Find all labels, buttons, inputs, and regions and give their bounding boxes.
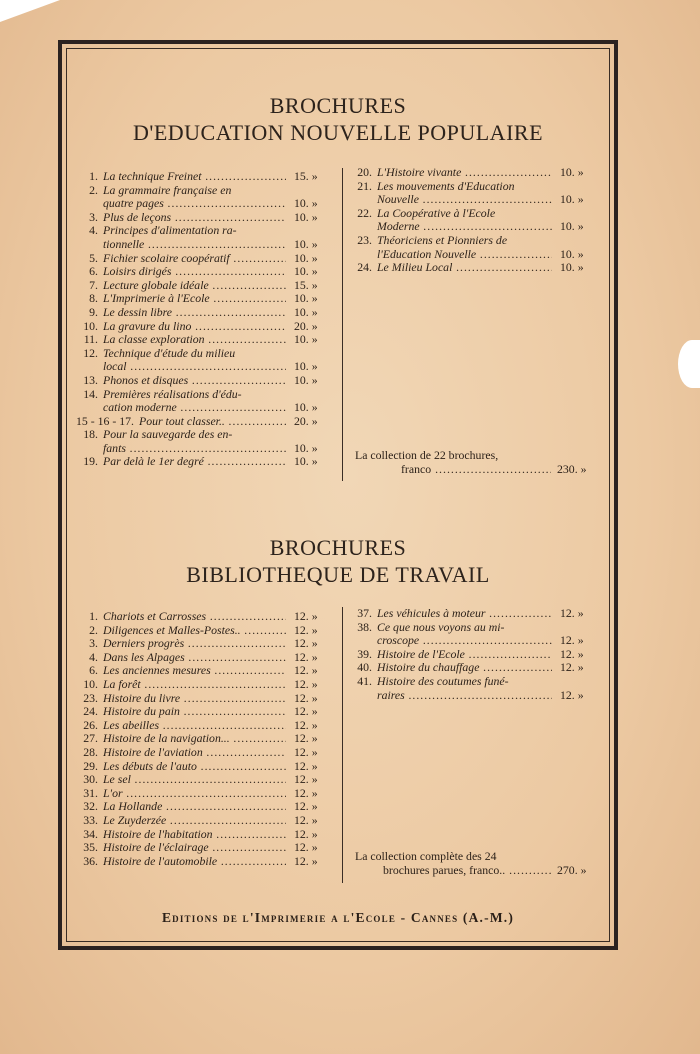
item-title: local ..... — [76, 360, 286, 374]
item-title: Histoire du livre ..... — [103, 692, 286, 706]
item-title: Ce que nous voyons au mi- — [377, 620, 505, 634]
list-item — [350, 675, 600, 689]
item-price: 12. » — [294, 649, 318, 664]
item-number: 2. — [89, 622, 98, 637]
item-price: 12. » — [294, 676, 318, 691]
item-number: 14. — [83, 386, 98, 401]
list-item — [76, 170, 334, 184]
item-price: 12. » — [294, 785, 318, 800]
item-price: 10. » — [294, 332, 318, 347]
list-item — [76, 428, 334, 442]
item-title: L'Histoire vivante ..... — [377, 166, 552, 180]
item-price: 10. » — [294, 440, 318, 455]
item-number: 3. — [89, 209, 98, 224]
list-item — [350, 661, 600, 675]
list-item — [350, 166, 600, 180]
item-number: 2. — [89, 182, 98, 197]
list-item — [350, 180, 600, 194]
item-title: Les abeilles ..... — [103, 719, 286, 733]
item-price: 12. » — [294, 840, 318, 855]
list-item — [76, 719, 334, 733]
item-number: 29. — [83, 758, 98, 773]
item-number: 34. — [83, 826, 98, 841]
item-title: Les mouvements d'Education — [377, 179, 515, 193]
item-price: 10. » — [294, 454, 318, 469]
list-item — [76, 800, 334, 814]
list-item — [76, 773, 334, 787]
item-number: 26. — [83, 717, 98, 732]
section2-right-column — [350, 607, 600, 702]
list-item — [76, 224, 334, 238]
item-price: 10. » — [560, 246, 584, 261]
section1-title-line1: BROCHURES — [269, 93, 407, 118]
item-title: cation moderne ..... — [76, 401, 286, 415]
list-item — [76, 347, 334, 361]
item-number: 20. — [357, 165, 372, 179]
item-price: 12. » — [294, 636, 318, 651]
list-item — [350, 648, 600, 662]
page-frame — [58, 40, 618, 950]
item-price: 10. » — [294, 304, 318, 319]
list-item — [76, 664, 334, 678]
item-title: Chariots et Carrosses ..... — [103, 610, 286, 624]
item-title: Plus de leçons ..... — [103, 211, 286, 225]
list-item — [76, 184, 334, 198]
item-number: 6. — [89, 264, 98, 279]
item-title: La grammaire française en — [103, 183, 232, 197]
item-price: 12. » — [294, 744, 318, 759]
list-item — [76, 265, 334, 279]
item-number: 30. — [83, 772, 98, 787]
item-number: 9. — [89, 304, 98, 319]
list-item — [76, 306, 334, 320]
list-item — [350, 207, 600, 221]
item-number: 8. — [89, 291, 98, 306]
item-title: Par delà le 1er degré ..... — [103, 455, 286, 469]
section2-column-divider — [342, 607, 343, 883]
item-price: 10. » — [294, 372, 318, 387]
item-title: L'Imprimerie à l'Ecole ..... — [103, 292, 286, 306]
list-item — [76, 732, 334, 746]
section2-total-line1: La collection complète des 24 — [355, 850, 497, 863]
list-item — [76, 292, 334, 306]
item-number: 24. — [83, 704, 98, 719]
section1-total-line2: franco ..... — [355, 463, 551, 477]
item-price: 12. » — [560, 646, 584, 661]
item-title: Histoire de la navigation... ..... — [103, 732, 286, 746]
item-number: 1. — [89, 169, 98, 183]
section1-total-line1: La collection de 22 brochures, — [355, 449, 499, 462]
item-number: 5. — [89, 250, 98, 265]
item-title: fants ..... — [76, 442, 286, 456]
item-number: 21. — [357, 178, 372, 193]
item-price: 12. » — [294, 812, 318, 827]
item-price: 10. » — [294, 359, 318, 374]
item-number: 31. — [83, 785, 98, 800]
item-title: Histoire de l'aviation ..... — [103, 746, 286, 760]
item-title: Lecture globale idéale ..... — [103, 279, 286, 293]
section1-title — [62, 92, 614, 146]
item-title: raires ..... — [350, 689, 552, 703]
item-number: 36. — [83, 853, 98, 868]
item-title: La classe exploration ..... — [103, 333, 286, 347]
item-price: 12. » — [294, 622, 318, 637]
item-price: 12. » — [294, 663, 318, 678]
item-number: 28. — [83, 744, 98, 759]
list-item — [76, 855, 334, 869]
item-title: Diligences et Malles-Postes.. ..... — [103, 624, 286, 638]
item-title: Histoire de l'habitation ..... — [103, 828, 286, 842]
item-title: La Hollande ..... — [103, 800, 286, 814]
item-number: 27. — [83, 731, 98, 746]
item-title: Technique d'étude du milieu — [103, 346, 236, 360]
item-number: 15 - 16 - 17. — [76, 413, 134, 428]
item-title: Pour tout classer.. ..... — [139, 415, 286, 429]
section1-column-divider — [342, 168, 343, 481]
item-number: 32. — [83, 799, 98, 814]
section1-left-column — [76, 170, 334, 469]
item-price: 10. » — [560, 165, 584, 179]
item-price: 10. » — [560, 260, 584, 275]
item-price: 10. » — [294, 196, 318, 211]
section2-title-line2: BIBLIOTHEQUE DE TRAVAIL — [186, 562, 490, 587]
list-item — [76, 401, 334, 415]
item-price: 10. » — [294, 291, 318, 306]
item-number: 23. — [83, 690, 98, 705]
list-item — [350, 220, 600, 234]
item-title: Histoire du chauffage ..... — [377, 661, 552, 675]
item-title: Histoire des coutumes funé- — [377, 674, 509, 688]
item-number: 6. — [89, 663, 98, 678]
item-title: Histoire de l'automobile ..... — [103, 855, 286, 869]
item-price: 15. » — [294, 169, 318, 183]
list-item — [350, 261, 600, 275]
item-price: 10. » — [294, 209, 318, 224]
torn-corner — [0, 0, 60, 22]
item-price: 12. » — [294, 704, 318, 719]
list-item — [76, 828, 334, 842]
item-number: 22. — [357, 205, 372, 220]
list-item — [350, 193, 600, 207]
section1-total — [355, 449, 605, 476]
item-price: 10. » — [560, 192, 584, 207]
item-title: Les anciennes mesures ..... — [103, 664, 286, 678]
list-item — [350, 634, 600, 648]
item-title: Moderne ..... — [350, 220, 552, 234]
item-price: 12. » — [560, 606, 584, 620]
item-title: Dans les Alpages ..... — [103, 651, 286, 665]
item-title: Fichier scolaire coopératif ..... — [103, 252, 286, 266]
list-item — [76, 415, 334, 429]
list-item — [76, 279, 334, 293]
item-number: 33. — [83, 812, 98, 827]
item-title: Histoire de l'Ecole ..... — [377, 648, 552, 662]
item-title: Histoire du pain ..... — [103, 705, 286, 719]
item-number: 4. — [89, 649, 98, 664]
section2-total — [355, 850, 605, 877]
item-number: 10. — [83, 318, 98, 333]
item-number: 11. — [83, 332, 98, 347]
list-item — [76, 211, 334, 225]
item-price: 20. » — [294, 413, 318, 428]
list-item — [350, 689, 600, 703]
item-number: 10. — [83, 676, 98, 691]
torn-edge — [678, 340, 700, 388]
item-price: 10. » — [294, 250, 318, 265]
item-title: croscope ..... — [350, 634, 552, 648]
item-number: 1. — [89, 609, 98, 623]
list-item — [76, 787, 334, 801]
list-item — [350, 248, 600, 262]
item-title: l'Education Nouvelle ..... — [350, 248, 552, 262]
list-item — [76, 624, 334, 638]
list-item — [76, 746, 334, 760]
item-title: Les débuts de l'auto ..... — [103, 760, 286, 774]
item-price: 12. » — [560, 633, 584, 648]
item-title: La Coopérative à l'Ecole — [377, 206, 496, 220]
item-title: Histoire de l'éclairage ..... — [103, 841, 286, 855]
item-title: Principes d'alimentation ra- — [103, 224, 237, 238]
section2-title-line1: BROCHURES — [269, 535, 407, 560]
list-item — [76, 442, 334, 456]
item-title: La forêt ..... — [103, 678, 286, 692]
item-price: 12. » — [294, 609, 318, 623]
item-title: Nouvelle ..... — [350, 193, 552, 207]
section2-left-column — [76, 610, 334, 868]
item-price: 12. » — [560, 660, 584, 675]
item-price: 10. » — [560, 219, 584, 234]
list-item — [76, 388, 334, 402]
item-price: 12. » — [294, 731, 318, 746]
item-number: 18. — [83, 427, 98, 442]
section2-title — [62, 534, 614, 588]
item-title: quatre pages ..... — [76, 197, 286, 211]
item-price: 10. » — [294, 264, 318, 279]
section2-total-price: 270. » — [557, 862, 587, 877]
list-item — [76, 197, 334, 211]
list-item — [76, 651, 334, 665]
item-price: 20. » — [294, 318, 318, 333]
item-number: 13. — [83, 372, 98, 387]
item-number: 37. — [357, 606, 372, 620]
list-item — [76, 238, 334, 252]
section1-title-line2: D'EDUCATION NOUVELLE POPULAIRE — [132, 120, 544, 145]
item-number: 40. — [357, 660, 372, 675]
item-title: Phonos et disques ..... — [103, 374, 286, 388]
section1-right-column — [350, 166, 600, 275]
item-price: 10. » — [294, 400, 318, 415]
list-item — [350, 621, 600, 635]
list-item — [76, 814, 334, 828]
list-item — [76, 841, 334, 855]
list-item — [350, 234, 600, 248]
list-item — [76, 678, 334, 692]
item-price: 10. » — [294, 236, 318, 251]
list-item — [76, 692, 334, 706]
list-item — [76, 374, 334, 388]
item-number: 41. — [357, 673, 372, 688]
list-item — [76, 705, 334, 719]
list-item — [76, 252, 334, 266]
item-title: La gravure du lino ..... — [103, 320, 286, 334]
item-title: Premières réalisations d'édu- — [103, 387, 242, 401]
item-title: tionnelle ..... — [76, 238, 286, 252]
item-title: Le Zuyderzée ..... — [103, 814, 286, 828]
list-item — [76, 320, 334, 334]
item-title: Le dessin libre ..... — [103, 306, 286, 320]
section1-total-price: 230. » — [557, 461, 587, 476]
list-item — [76, 360, 334, 374]
item-number: 23. — [357, 232, 372, 247]
item-number: 38. — [357, 619, 372, 634]
item-title: Loisirs dirigés ..... — [103, 265, 286, 279]
item-title: Les véhicules à moteur ..... — [377, 607, 552, 621]
item-title: Théoriciens et Pionniers de — [377, 233, 508, 247]
list-item — [76, 610, 334, 624]
item-title: L'or ..... — [103, 787, 286, 801]
item-price: 12. » — [294, 826, 318, 841]
item-price: 12. » — [294, 799, 318, 814]
item-price: 12. » — [294, 758, 318, 773]
item-price: 12. » — [294, 717, 318, 732]
item-number: 3. — [89, 636, 98, 651]
list-item — [76, 760, 334, 774]
item-number: 12. — [83, 345, 98, 360]
item-title: La technique Freinet ..... — [103, 170, 286, 184]
item-title: Derniers progrès ..... — [103, 637, 286, 651]
item-number: 35. — [83, 840, 98, 855]
item-number: 19. — [83, 454, 98, 469]
item-title: Le Milieu Local ..... — [377, 261, 552, 275]
item-title: Pour la sauvegarde des en- — [103, 428, 233, 442]
item-number: 7. — [89, 277, 98, 292]
item-number: 4. — [89, 223, 98, 238]
item-price: 12. » — [294, 690, 318, 705]
list-item — [350, 607, 600, 621]
item-price: 15. » — [294, 277, 318, 292]
item-number: 24. — [357, 260, 372, 275]
item-price: 12. » — [560, 687, 584, 702]
list-item — [76, 637, 334, 651]
item-number: 39. — [357, 646, 372, 661]
list-item — [76, 333, 334, 347]
publisher-footer: Editions de l'Imprimerie a l'Ecole - Cannes (A.-M.) — [161, 910, 515, 925]
section2-total-line2: brochures parues, franco.. ..... — [355, 864, 551, 878]
item-price: 12. » — [294, 772, 318, 787]
item-price: 12. » — [294, 853, 318, 868]
item-title: Le sel ..... — [103, 773, 286, 787]
list-item — [76, 455, 334, 469]
